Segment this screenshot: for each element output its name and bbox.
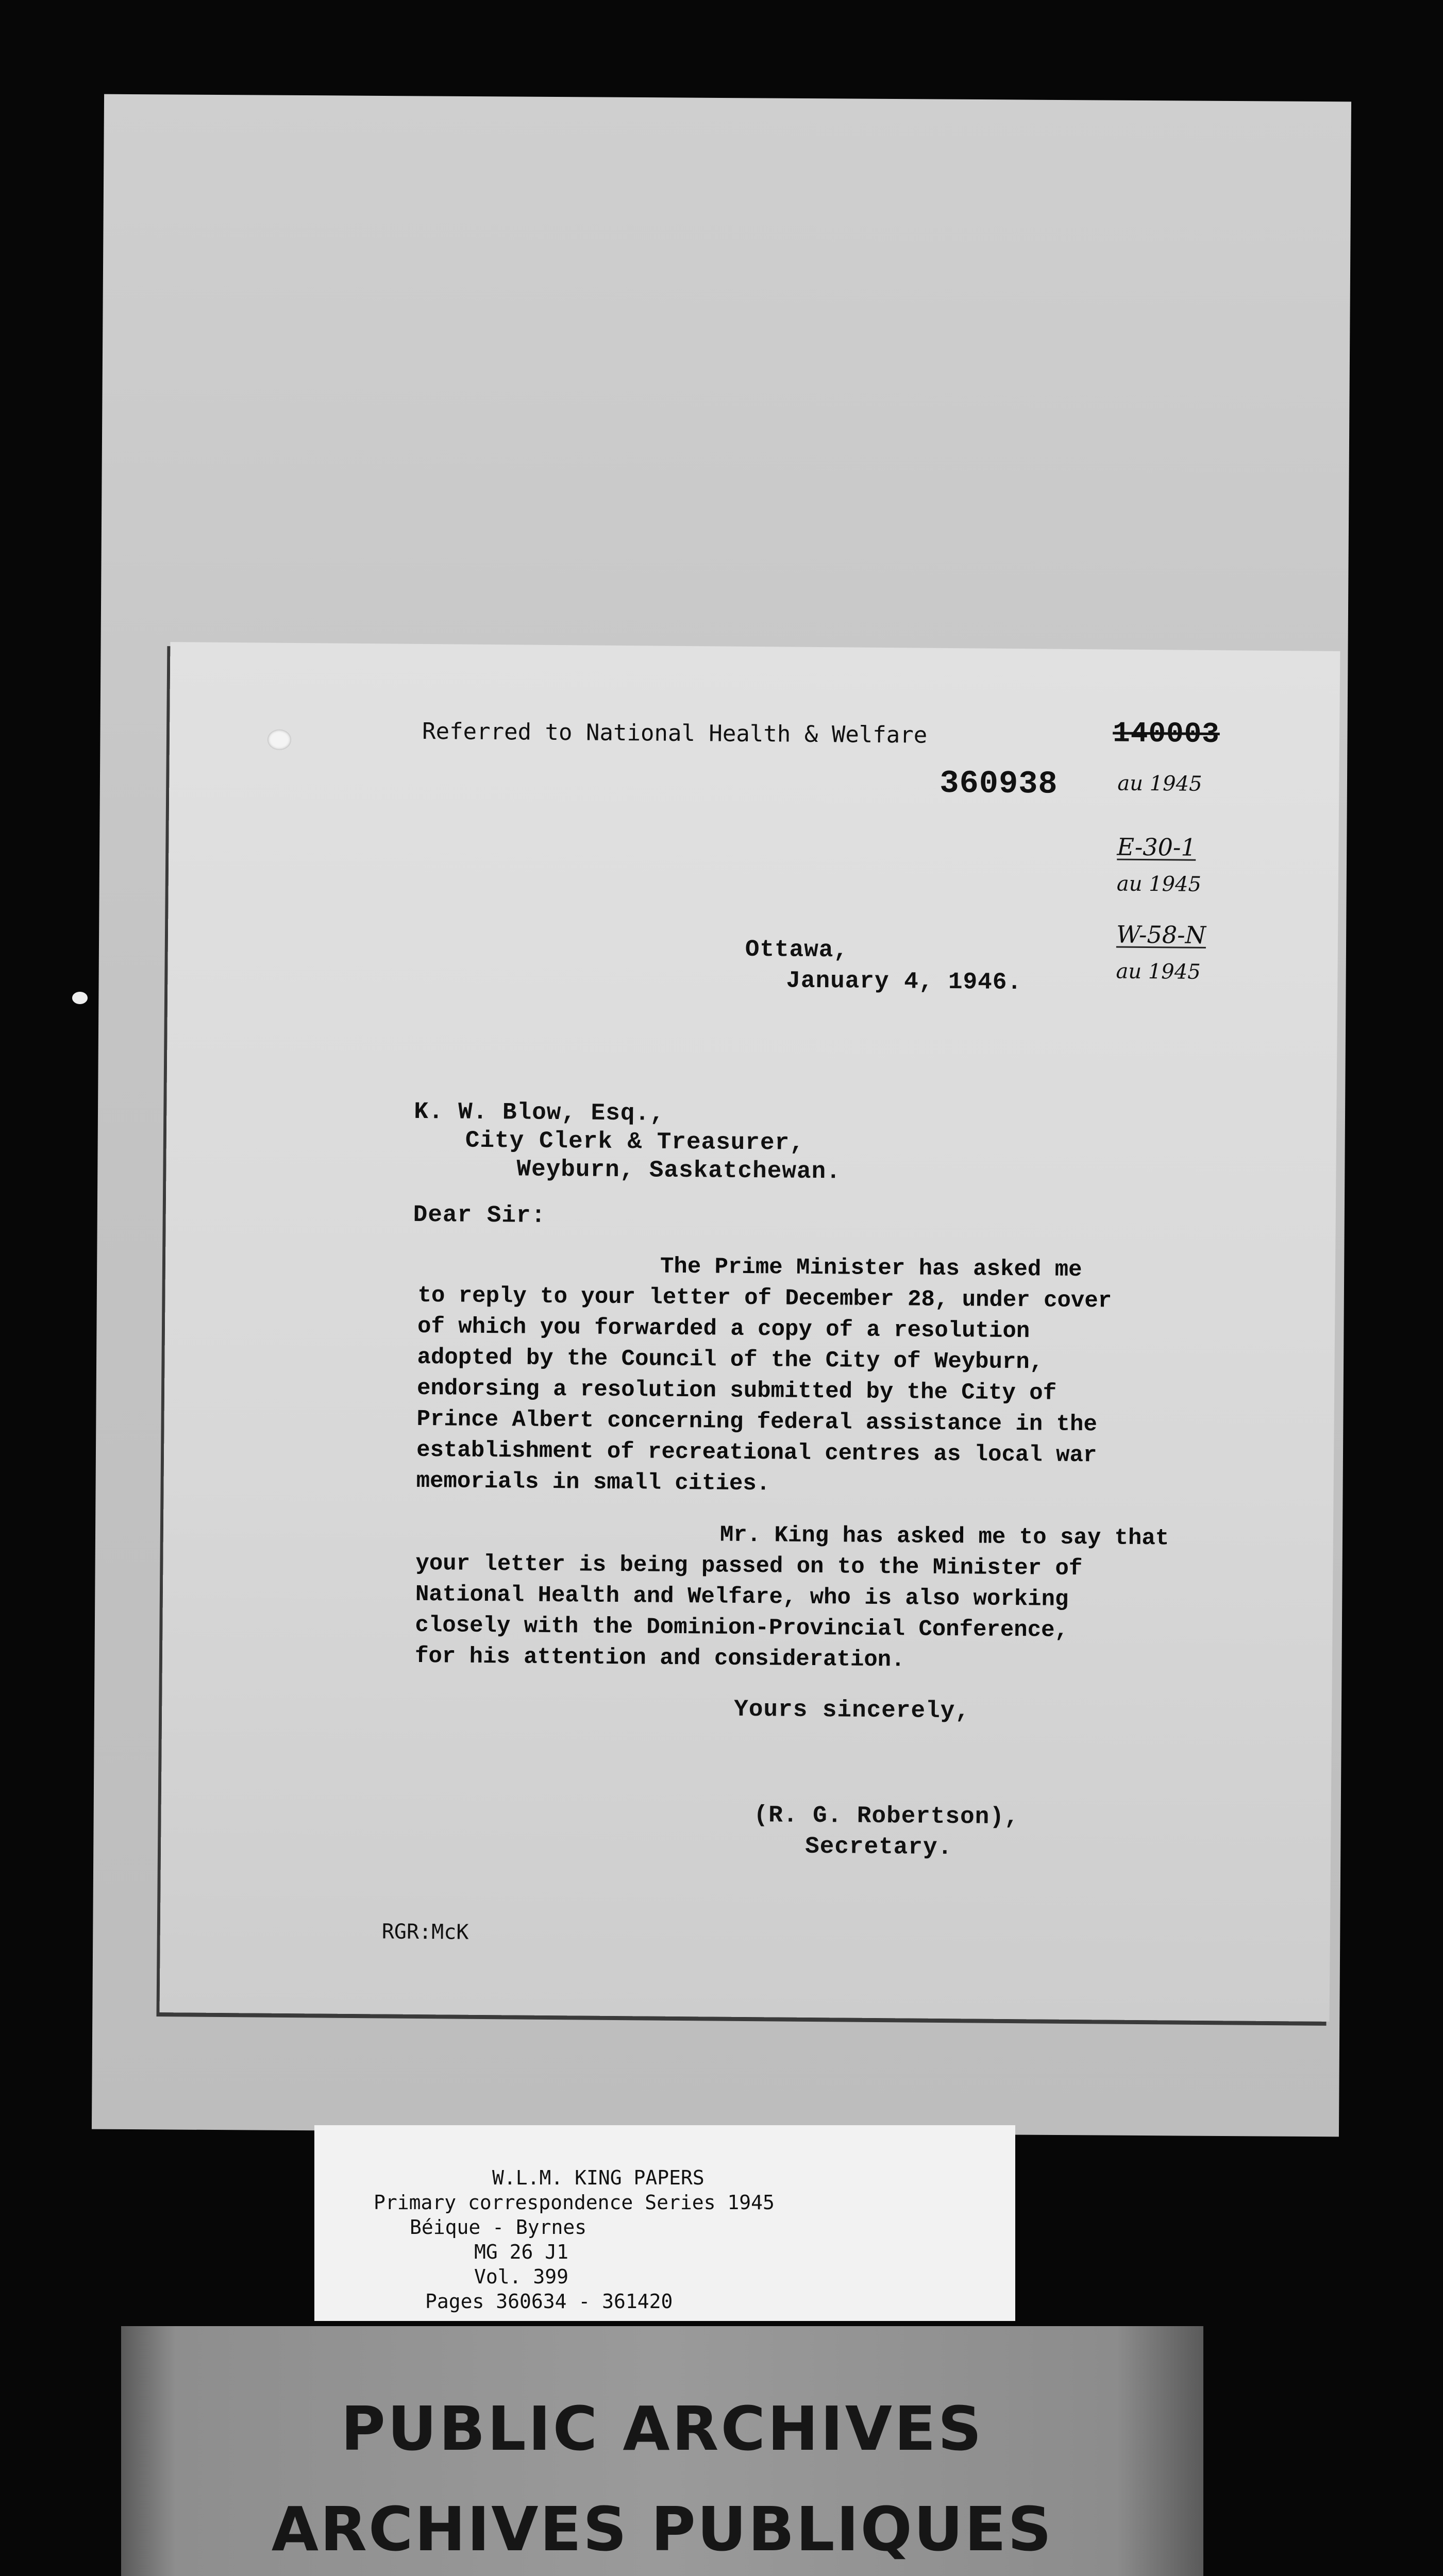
signatory-name: (R. G. Robertson), <box>753 1802 1019 1831</box>
label-line: Pages 360634 - 361420 <box>425 2290 673 2313</box>
recipient-line-1: K. W. Blow, Esq., <box>414 1098 665 1127</box>
label-line: Béique - Byrnes <box>410 2216 587 2239</box>
paragraph-2-line: your letter is being passed on to the Minister of <box>415 1550 1083 1582</box>
hand-note-5: au 1945 <box>1116 959 1201 984</box>
referral-note: Referred to National Health & Welfare <box>422 718 928 749</box>
hand-note-3: au 1945 <box>1116 872 1202 896</box>
paragraph-1-line: memorials in small cities. <box>416 1468 770 1497</box>
recipient-line-2: City Clerk & Treasurer, <box>465 1127 804 1157</box>
recipient-line-3: Weyburn, Saskatchewan. <box>516 1156 841 1185</box>
signatory-title: Secretary. <box>804 1833 953 1861</box>
hand-note-1: au 1945 <box>1117 771 1202 796</box>
paragraph-1-line: of which you forwarded a copy of a resolution <box>417 1313 1030 1345</box>
label-line: W.L.M. KING PAPERS <box>492 2166 704 2189</box>
paragraph-2-line: National Health and Welfare, who is also working <box>415 1581 1069 1613</box>
punch-hole <box>267 730 291 750</box>
dust-speck <box>72 992 88 1004</box>
stamp-line-2: ARCHIVES PUBLIQUES <box>271 2494 1053 2565</box>
paragraph-2-line: Mr. King has asked me to say that <box>719 1522 1169 1552</box>
paragraph-1-line: establishment of recreational centres as local war <box>416 1437 1097 1469</box>
label-line: Primary correspondence Series 1945 <box>374 2191 775 2214</box>
letter-page <box>160 642 1340 2022</box>
archives-stamp <box>121 2326 1203 2576</box>
stamp-line-1: PUBLIC ARCHIVES <box>341 2393 984 2464</box>
paragraph-1-line: adopted by the Council of the City of Weyburn, <box>417 1344 1044 1376</box>
paragraph-2-line: closely with the Dominion-Provincial Conference, <box>415 1612 1069 1643</box>
crossed-file-number: 140003 <box>1112 717 1220 751</box>
paragraph-1-line: to reply to your letter of December 28, under cover <box>417 1282 1112 1314</box>
archive-label <box>314 2125 1015 2321</box>
paragraph-1-line: endorsing a resolution submitted by the City of <box>416 1375 1057 1406</box>
closing: Yours sincerely, <box>734 1696 970 1725</box>
letter-place: Ottawa, <box>745 936 849 964</box>
paragraph-1-line: The Prime Minister has asked me <box>660 1253 1082 1283</box>
label-line: MG 26 J1 <box>474 2241 569 2263</box>
typist-initials: RGR:McK <box>381 1920 469 1944</box>
salutation: Dear Sir: <box>413 1201 546 1229</box>
paragraph-1-line: Prince Albert concerning federal assistance in the <box>416 1406 1098 1438</box>
letter-date: January 4, 1946. <box>786 967 1022 996</box>
hand-note-4: W-58-N <box>1116 920 1206 949</box>
file-number: 360938 <box>939 765 1058 803</box>
paragraph-2-line: for his attention and consideration. <box>414 1643 905 1673</box>
label-line: Vol. 399 <box>474 2265 569 2288</box>
hand-note-2: E-30-1 <box>1117 833 1196 861</box>
